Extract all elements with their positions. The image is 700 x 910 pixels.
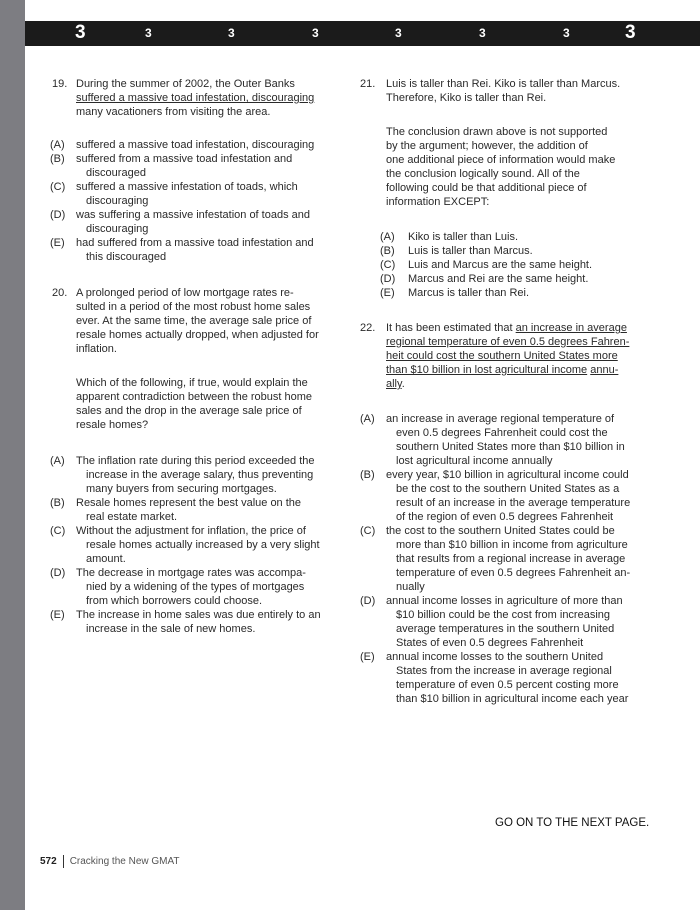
- choice-letter: (B): [360, 469, 375, 481]
- text-line: [386, 77, 660, 91]
- text: from which borrowers could choose.: [86, 595, 263, 607]
- text-line: [386, 181, 660, 195]
- section-number: 3: [625, 22, 636, 43]
- text-line: [408, 230, 660, 244]
- text: It has been estimated that: [386, 322, 516, 334]
- text-line: [76, 454, 350, 468]
- choice-letter: (C): [360, 525, 376, 537]
- choice-letter: (B): [50, 497, 65, 509]
- text: result of an increase in the average temperature: [396, 497, 631, 509]
- text: Marcus is taller than Rei.: [408, 287, 530, 299]
- section-number: 3: [395, 26, 402, 40]
- answer-choice: [380, 230, 660, 244]
- text-line: [386, 195, 660, 209]
- text-line: [386, 524, 660, 538]
- answer-choices: [360, 230, 660, 300]
- question-stem: [386, 77, 660, 105]
- text: every year, $10 billion in agricultural income could: [386, 469, 629, 481]
- question-20: [50, 286, 350, 432]
- text: Luis is taller than Rei. Kiko is taller than Marcus.: [386, 78, 621, 90]
- text-line: [386, 608, 660, 622]
- text: many vacationers from visiting the area.: [76, 106, 271, 118]
- question-number: 21.: [360, 78, 376, 90]
- text: many buyers from securing mortgages.: [86, 483, 277, 495]
- go-on-next-page: GO ON TO THE NEXT PAGE.: [495, 817, 650, 829]
- text-line: [76, 580, 350, 594]
- choice-letter: (B): [50, 153, 65, 165]
- text-line: [386, 335, 660, 349]
- text: Luis and Marcus are the same height.: [408, 259, 593, 271]
- text-line: [76, 314, 350, 328]
- text: discouraged: [86, 167, 146, 179]
- text: States of even 0.5 degrees Fahrenheit: [396, 637, 584, 649]
- text-line: [386, 91, 660, 105]
- text: Which of the following, if true, would explain the: [76, 377, 308, 389]
- text: The inflation rate during this period exceeded the: [76, 455, 315, 467]
- text-line: [76, 622, 350, 636]
- text-line: [76, 250, 350, 264]
- choice-letter: (C): [50, 181, 66, 193]
- text-line: [386, 349, 660, 363]
- answer-choice: [360, 412, 660, 468]
- text: sales and the drop in the average sale price of: [76, 405, 302, 417]
- text-line: [386, 594, 660, 608]
- choice-letter: (E): [50, 237, 65, 249]
- underlined-text: regional temperature of even 0.5 degrees Fahren-: [386, 336, 630, 348]
- text: be the cost to the southern United States as a: [396, 483, 620, 495]
- text-line: [76, 152, 350, 166]
- text: this discouraged: [86, 251, 167, 263]
- text: Kiko is taller than Luis.: [408, 231, 519, 243]
- text-line: [408, 286, 660, 300]
- underlined-text: heit could cost the southern United States more: [386, 350, 618, 362]
- text-line: [76, 91, 350, 105]
- answer-choices: [50, 138, 350, 264]
- text: annual income losses in agriculture of more than: [386, 595, 623, 607]
- question-number: 22.: [360, 322, 376, 334]
- text-line: [386, 167, 660, 181]
- answer-choice: [360, 650, 660, 706]
- text: an increase in average regional temperature of: [386, 413, 615, 425]
- text: increase in the sale of new homes.: [86, 623, 256, 635]
- answer-choice: [50, 152, 350, 180]
- text-line: [386, 363, 660, 377]
- text: real estate market.: [86, 511, 178, 523]
- text: apparent contradiction between the robust home: [76, 391, 313, 403]
- footer-divider: [63, 855, 64, 868]
- choice-letter: (A): [360, 413, 375, 425]
- text: nually: [396, 581, 425, 593]
- text: suffered from a massive toad infestation and: [76, 153, 293, 165]
- text-line: [386, 678, 660, 692]
- answer-choice: [50, 566, 350, 608]
- text: inflation.: [76, 343, 117, 355]
- text: southern United States more than $10 billion in: [396, 441, 625, 453]
- answer-choices: [50, 454, 350, 636]
- text: suffered a massive toad infestation, discouraging: [76, 139, 315, 151]
- text-line: [76, 468, 350, 482]
- text-line: [76, 496, 350, 510]
- underlined-text: suffered a massive toad infestation, discouraging: [76, 92, 315, 104]
- choice-letter: (D): [380, 273, 396, 285]
- text-line: [76, 180, 350, 194]
- choice-letter: (D): [50, 209, 66, 221]
- text-line: [76, 608, 350, 622]
- text: average temperatures in the southern United: [396, 623, 615, 635]
- section-header-bar: [25, 21, 700, 46]
- text: discouraging: [86, 195, 149, 207]
- text-line: [386, 566, 660, 580]
- underlined-text: an increase in average: [515, 322, 627, 334]
- answer-choice: [50, 454, 350, 496]
- text-line: [386, 692, 660, 706]
- text: annual income losses to the southern United: [386, 651, 604, 663]
- text-line: [76, 77, 350, 91]
- text-line: [386, 538, 660, 552]
- section-number: 3: [312, 26, 319, 40]
- text-line: [76, 138, 350, 152]
- text-line: [408, 272, 660, 286]
- page-number: 572: [40, 856, 57, 868]
- text-line: [386, 454, 660, 468]
- text-line: [76, 342, 350, 356]
- question-number: 19.: [52, 78, 68, 90]
- section-number: 3: [563, 26, 570, 40]
- text: Without the adjustment for inflation, the price of: [76, 525, 306, 537]
- question-stem: [386, 321, 660, 391]
- book-title: Cracking the New GMAT: [69, 856, 180, 868]
- text: that results from a regional increase in average: [396, 553, 626, 565]
- question-22: [360, 321, 660, 391]
- question-prompt: [386, 125, 660, 209]
- text-line: [386, 321, 660, 335]
- choice-letter: (A): [380, 231, 395, 243]
- text-line: [386, 412, 660, 426]
- choice-letter: (A): [50, 455, 65, 467]
- text-line: [386, 426, 660, 440]
- text-line: [76, 236, 350, 250]
- text-line: [76, 105, 350, 119]
- choice-letter: (C): [380, 259, 396, 271]
- answer-choice: [360, 468, 660, 524]
- choice-letter: (E): [380, 287, 395, 299]
- text: information EXCEPT:: [386, 196, 490, 208]
- answer-choice: [50, 180, 350, 208]
- answer-choice: [50, 208, 350, 236]
- text: had suffered from a massive toad infestation and: [76, 237, 314, 249]
- answer-choice: [50, 608, 350, 636]
- answer-choice: [380, 286, 660, 300]
- text: The increase in home sales was due entirely to an: [76, 609, 321, 621]
- text-line: [386, 482, 660, 496]
- text-line: [386, 580, 660, 594]
- section-number: 3: [145, 26, 152, 40]
- text: by the argument; however, the addition of: [386, 140, 588, 152]
- underlined-text: annu-: [590, 364, 619, 376]
- choice-letter: (D): [50, 567, 66, 579]
- text: The decrease in mortgage rates was accompa-: [76, 567, 306, 579]
- text-line: [76, 524, 350, 538]
- text-line: [386, 153, 660, 167]
- text: resale homes actually increased by a very slight: [86, 539, 320, 551]
- text: the conclusion logically sound. All of the: [386, 168, 580, 180]
- text-line: [76, 328, 350, 342]
- text-line: [386, 664, 660, 678]
- text: Resale homes represent the best value on the: [76, 497, 302, 509]
- text-line: [386, 510, 660, 524]
- choice-letter: (B): [380, 245, 395, 257]
- section-number: 3: [75, 22, 86, 43]
- answer-choice: [360, 594, 660, 650]
- page-footer: [40, 855, 180, 868]
- text: suffered a massive infestation of toads, which: [76, 181, 298, 193]
- section-number: 3: [228, 26, 235, 40]
- answer-choice: [50, 138, 350, 152]
- text-line: [386, 622, 660, 636]
- text-line: [386, 139, 660, 153]
- text-line: [408, 258, 660, 272]
- text-line: [76, 482, 350, 496]
- answer-choice: [380, 244, 660, 258]
- text-line: [76, 418, 350, 432]
- text: the cost to the southern United States could be: [386, 525, 615, 537]
- question-21: [360, 77, 660, 209]
- text-line: [76, 390, 350, 404]
- text: increase in the average salary, thus preventing: [86, 469, 314, 481]
- text-line: [386, 552, 660, 566]
- text: The conclusion drawn above is not supported: [386, 126, 608, 138]
- text: During the summer of 2002, the Outer Banks: [76, 78, 295, 90]
- text: than $10 billion in agricultural income each year: [396, 693, 629, 705]
- text-line: [76, 222, 350, 236]
- text: was suffering a massive infestation of toads and: [76, 209, 310, 221]
- text-line: [76, 208, 350, 222]
- text-line: [76, 404, 350, 418]
- text: even 0.5 degrees Fahrenheit could cost the: [396, 427, 608, 439]
- answer-choice: [380, 258, 660, 272]
- text-line: [386, 377, 660, 391]
- text-line: [386, 636, 660, 650]
- text-line: [76, 510, 350, 524]
- question-19: [50, 77, 350, 119]
- text: amount.: [86, 553, 126, 565]
- answer-choice: [380, 272, 660, 286]
- text: resale homes actually dropped, when adjusted for: [76, 329, 319, 341]
- choice-letter: (E): [360, 651, 375, 663]
- page-edge-strip: [0, 0, 25, 910]
- text-line: [386, 125, 660, 139]
- question-stem: [76, 77, 350, 119]
- answer-choice: [50, 496, 350, 524]
- text: Luis is taller than Marcus.: [408, 245, 533, 257]
- text-line: [76, 594, 350, 608]
- text-line: [386, 496, 660, 510]
- text-line: [386, 468, 660, 482]
- text: sulted in a period of the most robust home sales: [76, 301, 311, 313]
- section-number: 3: [479, 26, 486, 40]
- text: discouraging: [86, 223, 149, 235]
- choice-letter: (C): [50, 525, 66, 537]
- text-line: [76, 538, 350, 552]
- text-line: [76, 376, 350, 390]
- text-line: [386, 440, 660, 454]
- text-line: [408, 244, 660, 258]
- right-column: [360, 77, 660, 706]
- text: one additional piece of information would make: [386, 154, 616, 166]
- text: Therefore, Kiko is taller than Rei.: [386, 92, 547, 104]
- text: $10 billion could be the cost from increasing: [396, 609, 611, 621]
- text: .: [401, 378, 405, 390]
- answer-choice: [50, 236, 350, 264]
- text: nied by a widening of the types of mortgages: [86, 581, 305, 593]
- question-stem: [76, 286, 350, 356]
- text: Marcus and Rei are the same height.: [408, 273, 589, 285]
- underlined-text: ally: [386, 378, 402, 390]
- text: States from the increase in average regional: [396, 665, 612, 677]
- text-line: [76, 300, 350, 314]
- choice-letter: (E): [50, 609, 65, 621]
- choice-letter: (D): [360, 595, 376, 607]
- underlined-text: than $10 billion in lost agricultural income: [386, 364, 588, 376]
- text: of the region of even 0.5 degrees Fahrenheit: [396, 511, 614, 523]
- question-number: 20.: [52, 287, 68, 299]
- text: lost agricultural income annually: [396, 455, 553, 467]
- text-line: [76, 166, 350, 180]
- text: following could be that additional piece of: [386, 182, 587, 194]
- text: resale homes?: [76, 419, 149, 431]
- answer-choice: [360, 524, 660, 594]
- text-line: [76, 566, 350, 580]
- text: temperature of even 0.5 degrees Fahrenheit an-: [396, 567, 631, 579]
- text-line: [76, 194, 350, 208]
- text: A prolonged period of low mortgage rates re-: [76, 287, 294, 299]
- text-line: [386, 650, 660, 664]
- answer-choice: [50, 524, 350, 566]
- text-line: [76, 552, 350, 566]
- answer-choices: [360, 412, 660, 706]
- text: temperature of even 0.5 percent costing more: [396, 679, 619, 691]
- left-column: [50, 77, 350, 636]
- question-prompt: [76, 376, 350, 432]
- choice-letter: (A): [50, 139, 65, 151]
- text: more than $10 billion in income from agriculture: [396, 539, 628, 551]
- text-line: [76, 286, 350, 300]
- text: ever. At the same time, the average sale price of: [76, 315, 312, 327]
